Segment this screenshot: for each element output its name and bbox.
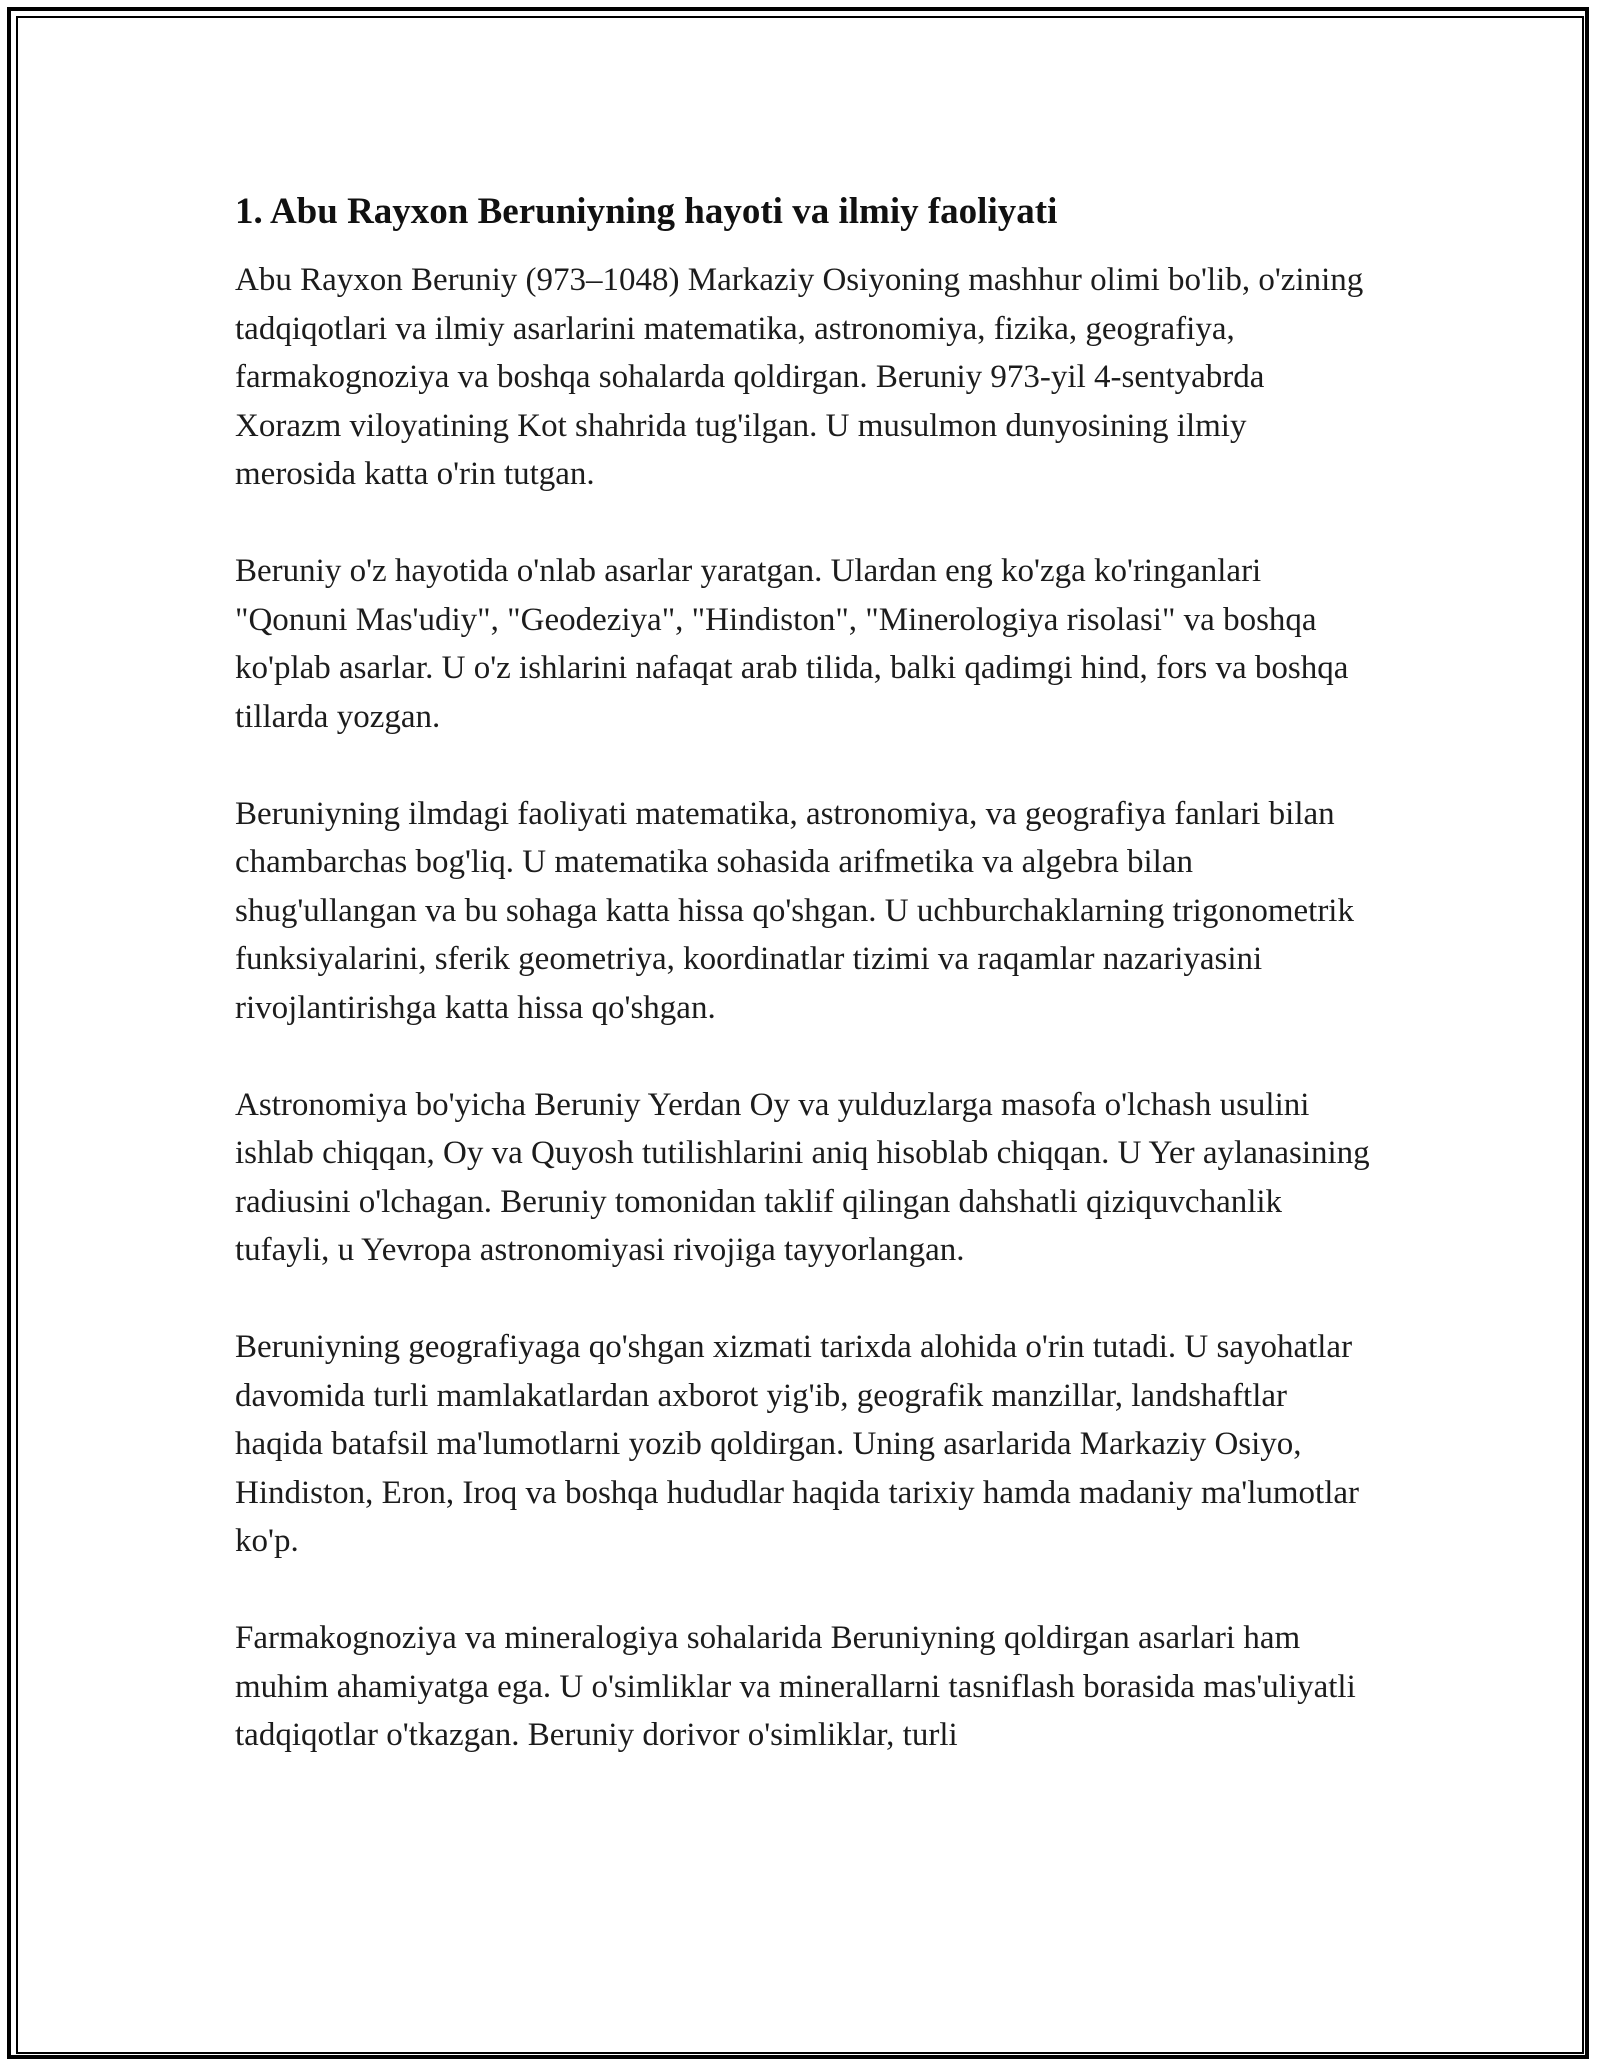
paragraph-geography: Beruniyning geografiyaga qo'shgan xizmati tarixda alohida o'rin tutadi. U sayohatlar davomida turli mamlakatlardan axborot yig'ib, geografik manzillar, landshaftlar haqida batafsil ma'lumotlarni yozib qoldirgan. Uning asarlarida Markaziy Osiyo, Hindiston, Eron, Iroq va boshqa hududlar haqida tarixiy hamda madaniy ma'lumotlar ko'p.: [235, 1329, 1360, 1559]
paragraph-works: Beruniy o'z hayotida o'nlab asarlar yaratgan. Ulardan eng ko'zga ko'ringanlari "Qonuni Mas'udiy", "Geodeziya", "Hindiston", "Minerologiya risolasi" va boshqa ko'plab asarlar. U o'z ishlarini nafaqat arab tilida, balki qadimgi hind, fors va boshqa tillarda yozgan.: [235, 553, 1349, 735]
paragraph-pharmacognosy: Farmakognoziya va mineralogiya sohalarida Beruniyning qoldirgan asarlari ham muhim ahamiyatga ega. U o'simliklar va minerallarni tasniflash borasida mas'uliyatli tadqiqotlar o'tkazgan. Beruniy dorivor o'simliklar, turli: [235, 1620, 1356, 1753]
paragraph-mathematics: Beruniyning ilmdagi faoliyati matematika, astronomiya, va geografiya fanlari bilan chambarchas bog'liq. U matematika sohasida arifmetika va algebra bilan shug'ullangan va bu sohaga katta hissa qo'shgan. U uchburchaklarning trigonometrik funksiyalarini, sferik geometriya, koordinatlar tizimi va raqamlar nazariyasini rivojlantirishga katta hissa qo'shgan.: [235, 795, 1354, 1026]
paragraph-astronomy: Astronomiya bo'yicha Beruniy Yerdan Oy va yulduzlarga masofa o'lchash usulini ishlab chiqqan, Oy va Quyosh tutilishlarini aniq hisoblab chiqqan. U Yer aylanasining radiusini o'lchagan. Beruniy tomonidan taklif qilingan dahshatli qiziquvchanlik tufayli, u Yevropa astronomiyasi rivojiga tayyorlangan.: [235, 1086, 1370, 1268]
paragraph-biography-intro: Abu Rayxon Beruniy (973–1048) Markaziy Osiyoning mashhur olimi bo'lib, o'zining tadqiqotlari va ilmiy asarlarini matematika, astronomiya, fizika, geografiya, farmakognoziya va boshqa sohalarda qoldirgan. Beruniy 973-yil 4-sentyabrda Xorazm viloyatining Kot shahrida tug'ilgan. U musulmon dunyosining ilmiy merosida katta o'rin tutgan.: [235, 262, 1364, 492]
section-heading: 1. Abu Rayxon Beruniyning hayoti va ilmiy faoliyati: [235, 191, 1058, 232]
document-body: [235, 186, 1375, 1808]
